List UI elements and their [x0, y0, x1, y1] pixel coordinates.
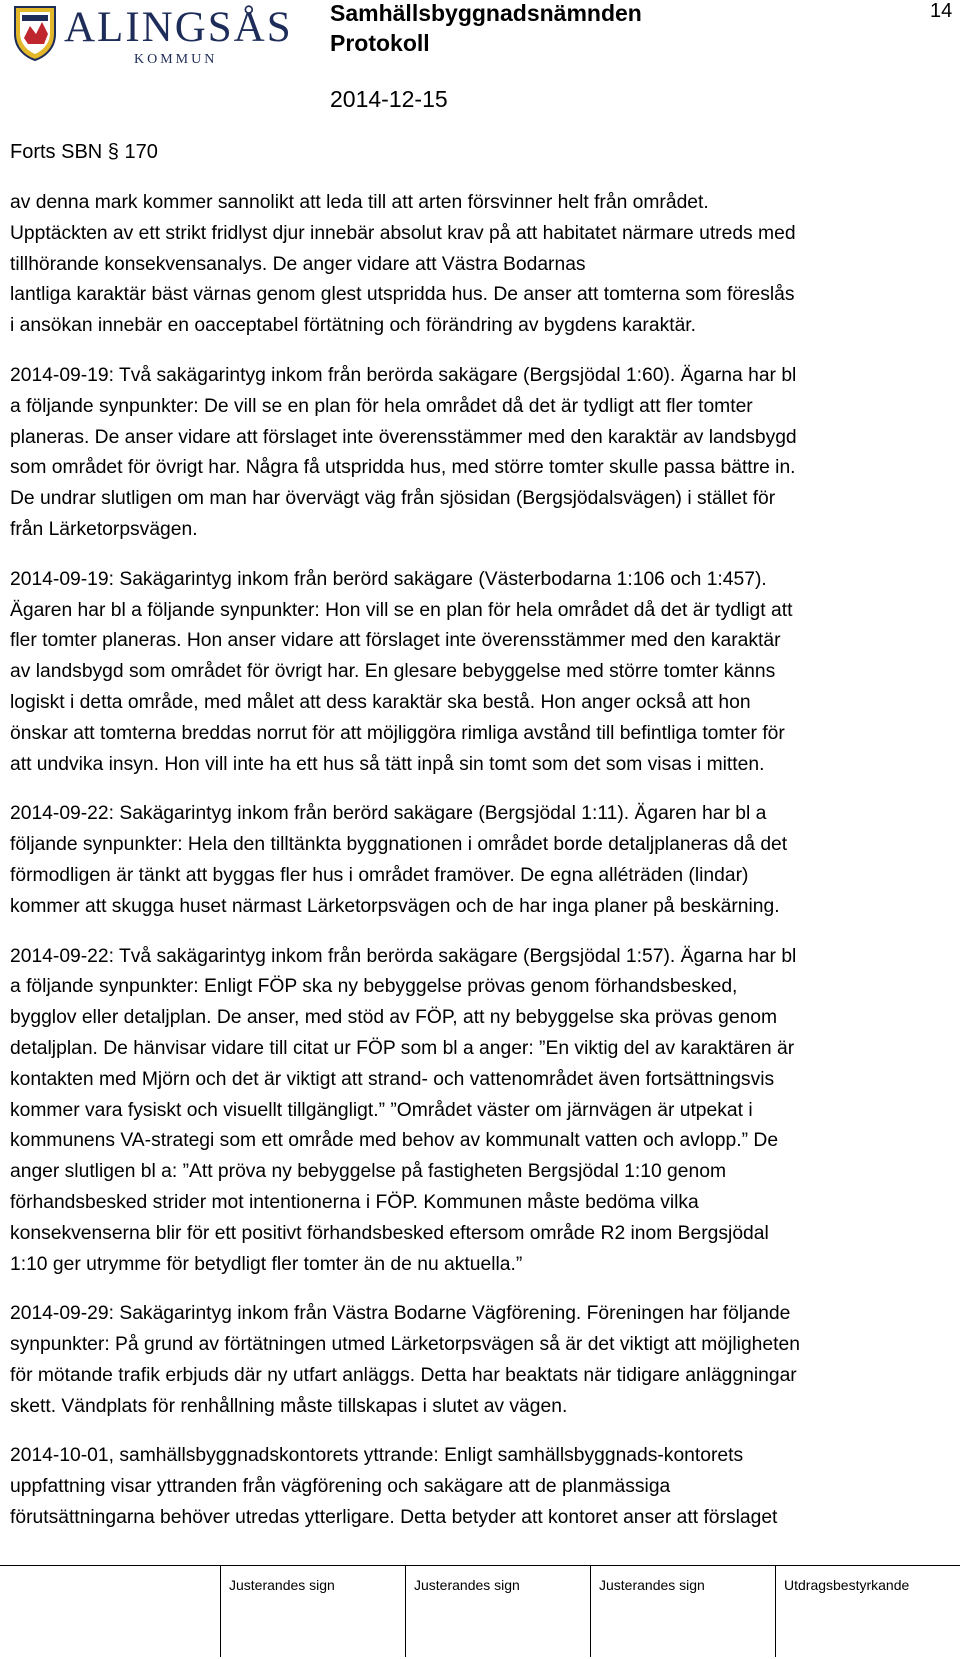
coat-of-arms-icon — [12, 4, 58, 62]
document-body — [10, 188, 960, 1553]
signature-box — [590, 1565, 775, 1659]
text-line: kontakten med Mjörn och det är viktigt att strand- och vattenområdet även fortsättningsvis — [10, 1068, 775, 1090]
text-line: önskar att tomterna breddas norrut för att möjliggöra rimliga avstånd till befintliga tomter för — [10, 722, 785, 744]
text-line: att undvika insyn. Hon vill inte ha ett hus så tätt inpå sin tomt som det som visas i mitten. — [10, 753, 765, 775]
text-line: följande synpunkter: Hela den tilltänkta byggnationen i området borde detaljplaneras då det — [10, 834, 788, 856]
signature-label: Utdragsbestyrkande — [784, 1577, 910, 1593]
text-line: från Lärketorpsvägen. — [10, 518, 198, 540]
signature-box — [220, 1565, 405, 1659]
text-line: detaljplan. De hänvisar vidare till citat ur FÖP som bl a anger: ”En viktig del av karaktären är — [10, 1037, 795, 1059]
text-line: 2014-09-22: Två sakägarintyg inkom från berörda sakägare (Bergsjödal 1:57). Ägarna har bl — [10, 945, 797, 967]
text-line: uppfattning visar yttranden från vägförening och sakägare att de planmässiga — [10, 1476, 671, 1498]
paragraph — [10, 565, 960, 781]
signature-label: Justerandes sign — [414, 1577, 520, 1593]
text-line: 2014-09-29: Sakägarintyg inkom från Västra Bodarne Vägförening. Föreningen har följande — [10, 1303, 791, 1325]
text-line: kommunens VA-strategi som ett område med behov av kommunalt vatten och avlopp.” De — [10, 1130, 779, 1152]
text-line: kommer att skugga huset närmast Lärketorpsvägen och de har inga planer på beskärning. — [10, 895, 780, 917]
municipality-logo — [12, 4, 292, 70]
text-line: 1:10 ger utrymme för betydligt fler tomter än de nu aktuella.” — [10, 1253, 523, 1275]
text-line: bygglov eller detaljplan. De anser, med stöd av FÖP, att ny bebyggelse ska prövas genom — [10, 1007, 778, 1029]
text-line: 2014-09-19: Sakägarintyg inkom från berörd sakägare (Västerbodarna 1:106 och 1:457). — [10, 568, 767, 590]
text-line: av denna mark kommer sannolikt att leda till att arten försvinner helt från området. — [10, 192, 709, 213]
text-line: a följande synpunkter: De vill se en plan för hela området då det är tydligt att fler tomter — [10, 395, 753, 417]
signature-divider — [405, 1565, 406, 1657]
text-line: planeras. De anser vidare att förslaget inte överensstämmer med den karaktär av landsbygd — [10, 426, 797, 448]
text-line: a följande synpunkter: Enligt FÖP ska ny bebyggelse prövas genom förhandsbesked, — [10, 976, 738, 998]
text-line: förutsättningarna behöver utredas ytterligare. Detta betyder att kontoret anser att förslaget — [10, 1507, 778, 1529]
paragraph — [10, 799, 960, 922]
document-date: 2014-12-15 — [330, 86, 448, 112]
page-header — [0, 0, 960, 130]
text-line: av landsbygd som området för övrigt har. En glesare bebyggelse med större tomter känns — [10, 661, 776, 683]
signature-label: Justerandes sign — [229, 1577, 335, 1593]
text-line: 2014-09-19: Två sakägarintyg inkom från berörda sakägare (Bergsjödal 1:60). Ägarna har bl — [10, 364, 797, 386]
text-line: i ansökan innebär en oacceptabel förtätning och förändring av bygdens karaktär. — [10, 315, 697, 337]
text-line: synpunkter: På grund av förtätningen utmed Lärketorpsvägen så är det viktigt att möjligheten — [10, 1334, 800, 1356]
signature-box — [775, 1565, 960, 1659]
text-line: Ägaren har bl a följande synpunkter: Hon vill se en plan för hela området då det är tydligt att — [10, 599, 793, 621]
text-line: anger slutligen bl a: ”Att pröva ny bebyggelse på fastigheten Bergsjödal 1:10 genom — [10, 1161, 727, 1183]
paragraph — [10, 1299, 960, 1422]
logo-wordmark: ALINGSÅS — [64, 4, 293, 51]
signature-label: Justerandes sign — [599, 1577, 705, 1593]
text-line: för mötande trafik erbjuds där ny utfart anläggs. Detta har beaktats när tidigare anläggningar — [10, 1364, 797, 1386]
paragraph — [10, 361, 960, 546]
signature-divider — [590, 1565, 591, 1657]
department-name: Samhällsbyggnadsnämnden — [330, 0, 642, 26]
paragraph — [10, 942, 960, 1281]
text-line: logiskt i detta område, med målet att dess karaktär ska bestå. Hon anger också att hon — [10, 691, 751, 713]
section-reference: Forts SBN § 170 — [10, 141, 158, 163]
text-line: 2014-09-22: Sakägarintyg inkom från berörd sakägare (Bergsjödal 1:11). Ägaren har bl a — [10, 803, 767, 825]
text-line: förhandsbesked strider mot intentionerna i FÖP. Kommunen måste bedöma vilka — [10, 1191, 699, 1213]
text-line: som området för övrigt har. Några få utspridda hus, med större tomter skulle passa bättre in. — [10, 457, 796, 479]
paragraph — [10, 188, 960, 342]
text-line: 2014-10-01, samhällsbyggnadskontorets yttrande: Enligt samhällsbyggnads-kontorets — [10, 1445, 744, 1467]
text-line: tillhörande konsekvensanalys. De anger vidare att Västra Bodarnas — [10, 253, 586, 275]
text-line: lantliga karaktär bäst värnas genom glest utspridda hus. De anser att tomterna som föreslås — [10, 284, 795, 306]
text-line: De undrar slutligen om man har övervägt väg från sjösidan (Bergsjödalsvägen) i stället för — [10, 488, 776, 510]
text-line: Upptäckten av ett strikt fridlyst djur innebär absolut krav på att habitatet närmare utreds med — [10, 222, 796, 244]
logo-subtitle: KOMMUN — [134, 52, 218, 67]
text-line: fler tomter planeras. Hon anser vidare att förslaget inte överensstämmer med den karaktär — [10, 630, 781, 652]
signature-box — [405, 1565, 590, 1659]
signature-divider — [220, 1565, 221, 1657]
paragraph — [10, 1441, 960, 1533]
text-line: konsekvenserna blir för ett positivt förhandsbesked eftersom område R2 inom Bergsjödal — [10, 1222, 769, 1244]
text-line: kommer vara fysiskt och visuellt tillgängligt.” ”Området väster om järnvägen är utpekat i — [10, 1099, 753, 1121]
page-number: 14 — [930, 0, 953, 22]
text-line: förmodligen är tänkt att byggas fler hus i området framöver. De egna alléträden (lindar) — [10, 864, 749, 886]
document-type: Protokoll — [330, 30, 430, 56]
signature-divider — [775, 1565, 776, 1657]
text-line: skett. Vändplats för renhållning måste tillskapas i slutet av vägen. — [10, 1395, 568, 1417]
